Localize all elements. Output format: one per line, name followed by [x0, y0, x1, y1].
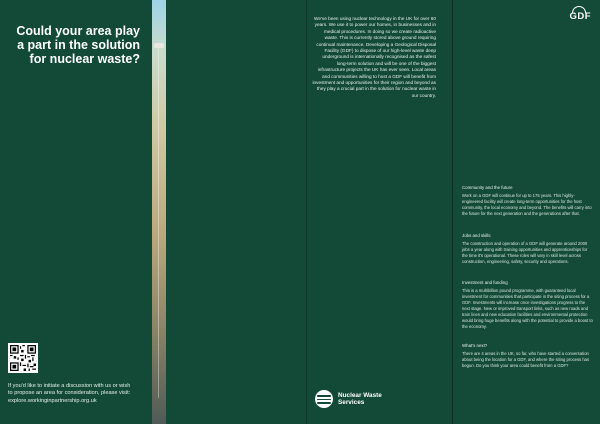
section-body: The construction and operation of a GDF will generate around 2000 jobs a year along with training opportunities and apprenticeships for the time it's operational. These roles will vary in skill level across construction, engineering, safety, security and operations.: [462, 241, 588, 264]
cta-link[interactable]: explore.workinginpartnership.org.uk: [8, 397, 97, 404]
middle-panel-left: [166, 0, 306, 424]
nuclear-waste-services-logo: [315, 390, 382, 408]
section-title: Community and the future: [462, 185, 513, 190]
qr-code-icon[interactable]: [8, 343, 38, 373]
section-next: [462, 343, 594, 369]
middle-panel: [306, 0, 452, 424]
qr-code-graphic: [10, 345, 36, 371]
section-body: Work on a GDF will continue for up to 175 years. This highly-engineered facility will create long-term opportunities for the host community, the local economy and beyond. The benefits will carry into the future for the next generation and the generations after that.: [462, 193, 592, 216]
photo-strip: [152, 0, 166, 424]
nws-logo-text: [338, 392, 382, 406]
section-body: There are 4 areas in the UK, so far, who have started a conversation about being the location for a GDF, and where the siting process has begun. Do you think your area could benefit from a GDF?: [462, 351, 590, 368]
nws-logo-line1: Nuclear Waste: [338, 392, 382, 399]
section-body: This is a multibillion pound programme, with guaranteed local investment for communities that participate in the siting process for a GDF. Investments will increase once investigations progress to the next stage. New or improved transport links, such as new roads and train lines and new education facilities and environmental protection would bring huge benefits along with the potential to provide a boost to the economy.: [462, 288, 593, 329]
nws-logo-line2: Services: [338, 399, 365, 406]
cta-text: [8, 383, 136, 405]
section-title: Investment and funding: [462, 280, 508, 285]
right-panel: [452, 0, 600, 424]
gdf-logo: GDF: [569, 11, 591, 22]
section-investment: [462, 280, 594, 330]
nws-wave-icon: [315, 390, 333, 408]
cta-message: If you'd like to initiate a discussion with us or wish to propose an area for consideration, please visit:: [8, 383, 131, 397]
section-title: Jobs and skills: [462, 233, 491, 238]
headline: Could your area play a part in the solution for nuclear waste?: [16, 24, 140, 66]
section-jobs: [462, 233, 594, 265]
lamp-icon: [154, 43, 164, 48]
left-panel: [0, 0, 152, 424]
intro-paragraph: We've been using nuclear technology in the UK for over 60 years. We use it to power our homes, in businesses and in medical procedures. In doing so we create radioactive waste. This is currently stored above ground requiring continual maintenance. Developing a Geological Disposal Facility (GDF) to dispose of our high-level waste deep underground is internationally recognised as the safest long-term solution and will be one of the biggest infrastructure projects the UK has ever seen. Local areas and communities willing to host a GDF will benefit from investment and opportunities for their region and beyond as they play a crucial part in the solution for nuclear waste in our country.: [312, 16, 436, 98]
lamp-post: [158, 48, 159, 398]
section-community: [462, 185, 594, 217]
section-title: What's next?: [462, 343, 488, 348]
